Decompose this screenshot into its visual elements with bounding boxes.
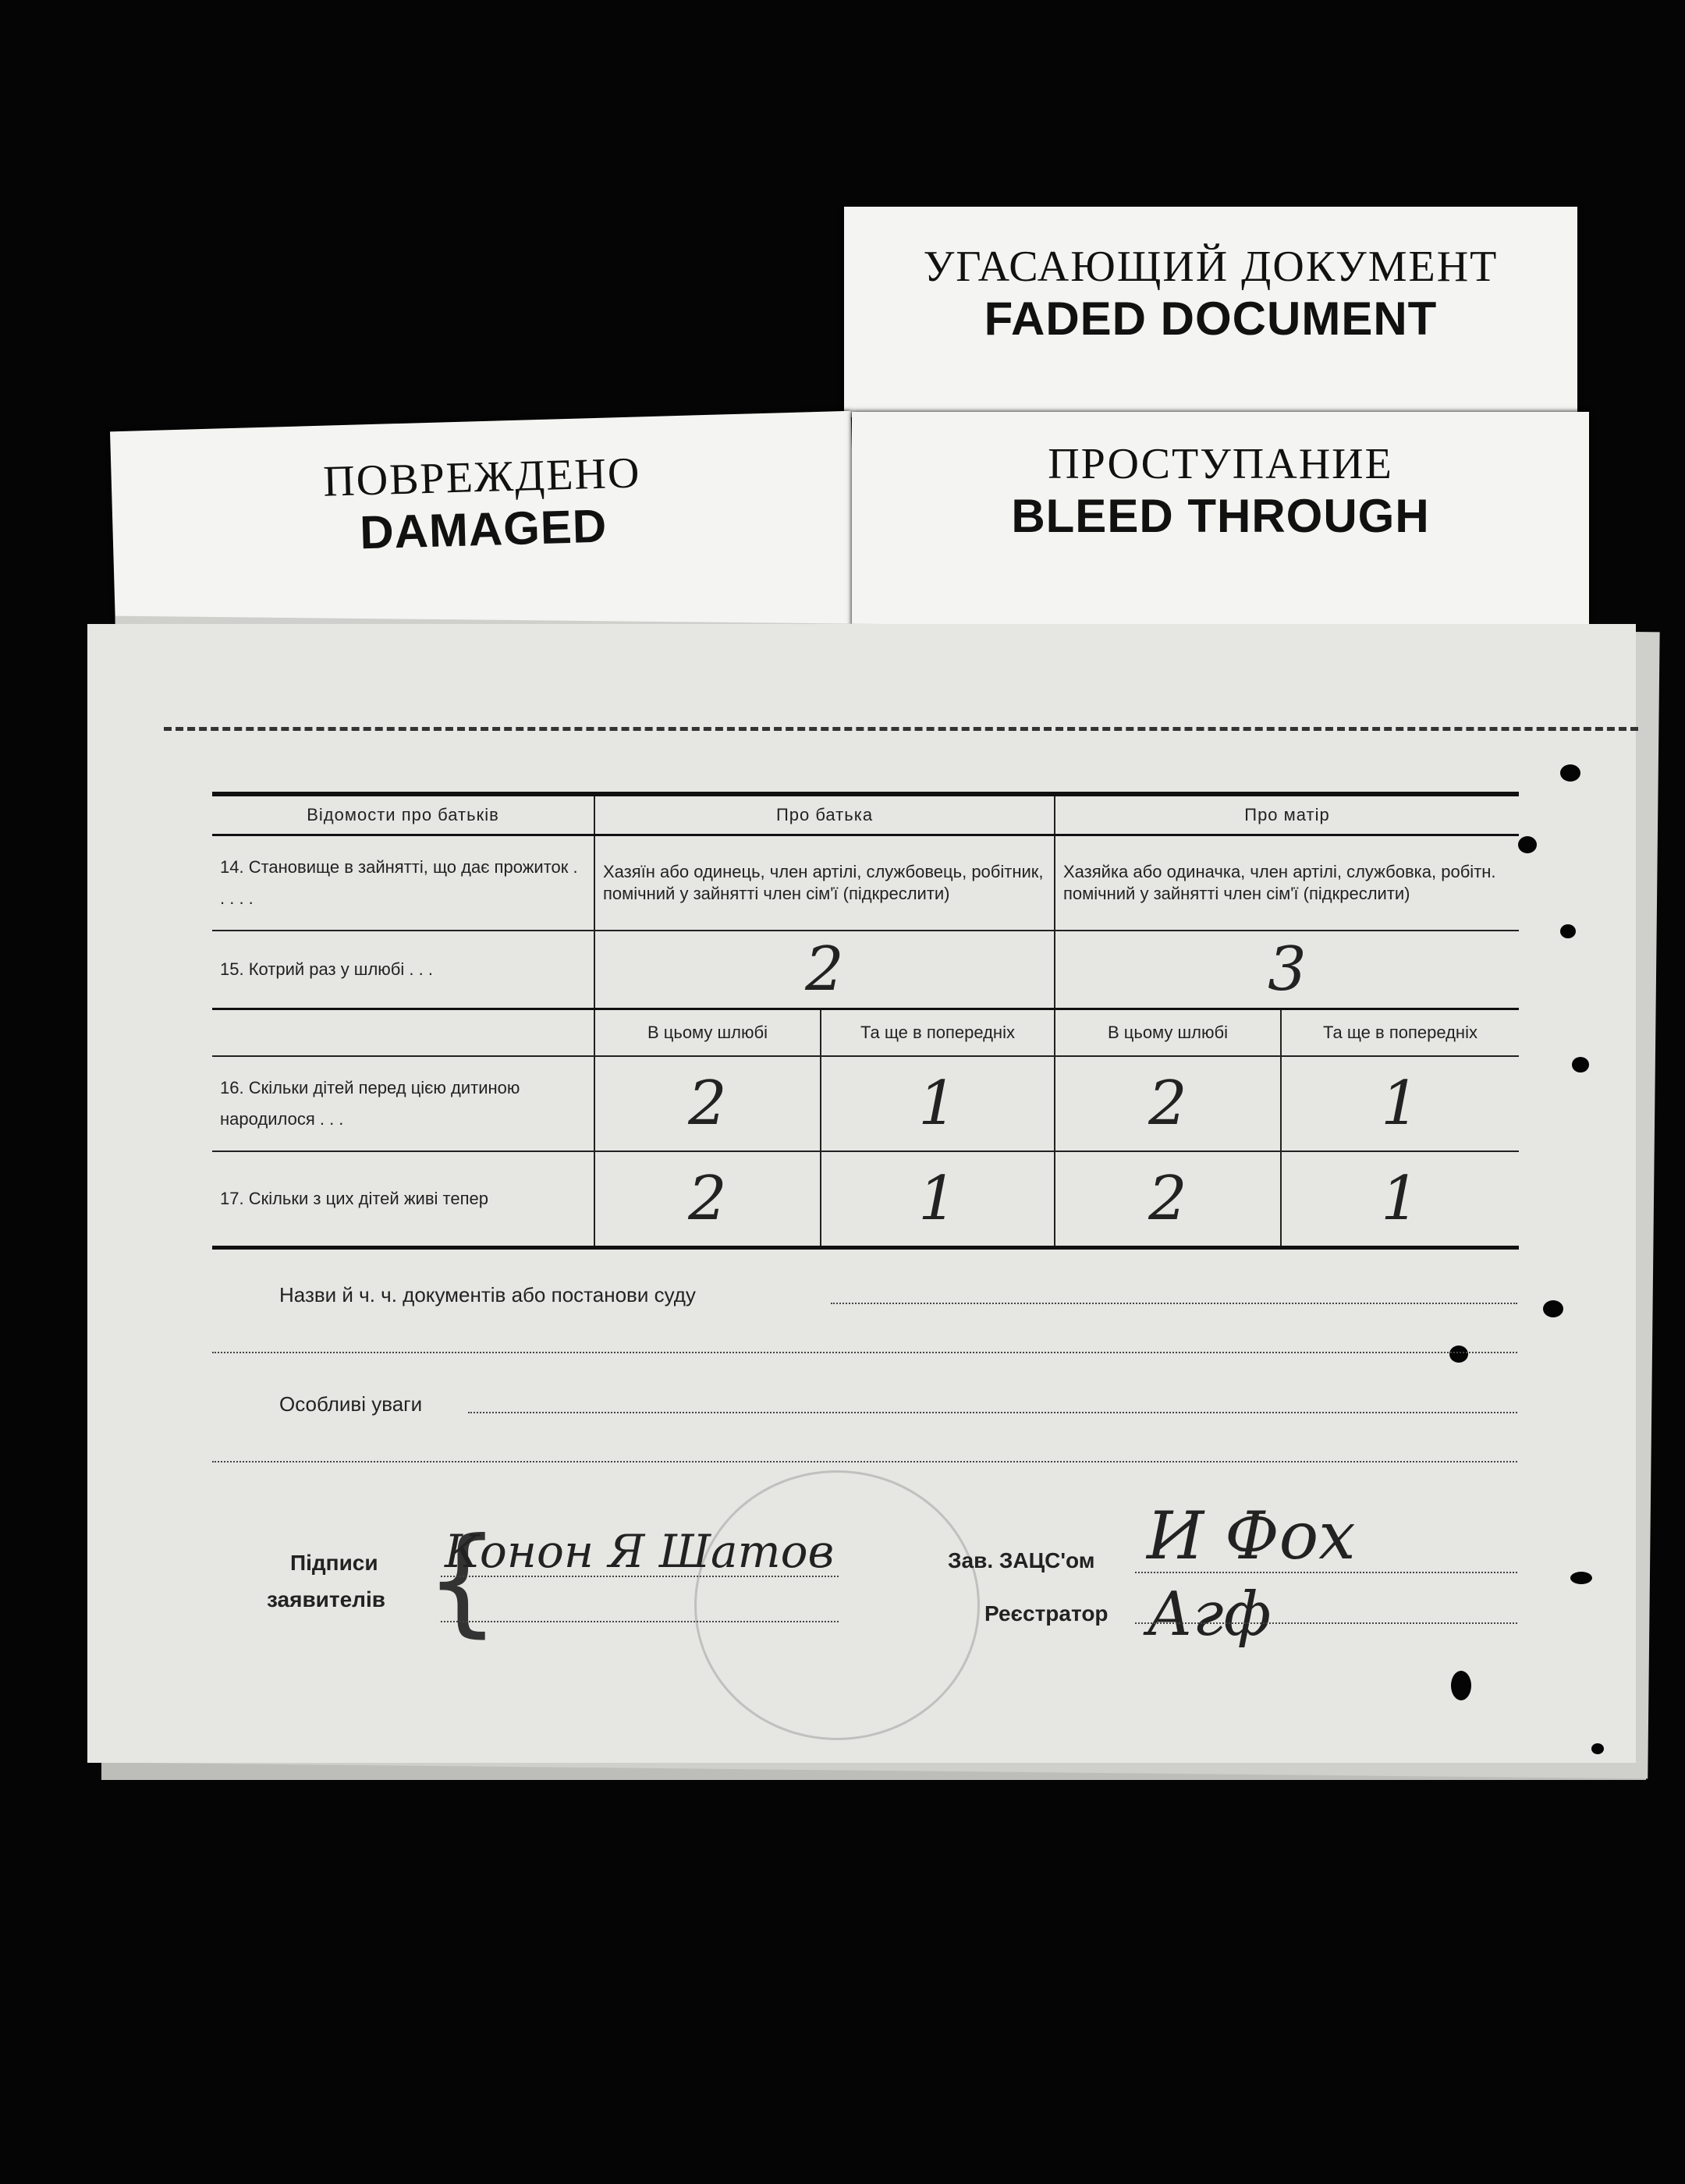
documents-label: Назви й ч. ч. документів або постанови суду xyxy=(279,1283,696,1306)
applicants-brace: { xyxy=(425,1513,500,1649)
row14-mother-options: Хазяйка або одиначка, член артілі, службовка, робітн. помічний у зайнятті член сім'ї (підкреслити) xyxy=(1055,835,1519,931)
table-row xyxy=(212,931,1519,1009)
row17-mother-this: 2 xyxy=(1055,1151,1281,1248)
faded-stamp xyxy=(694,1470,980,1740)
row16-father-this: 2 xyxy=(594,1056,821,1151)
registrar-signature: Агф xyxy=(1147,1580,1272,1650)
subheader-mother-prev: Та ще в попередніх xyxy=(1281,1009,1519,1057)
punch-hole xyxy=(1560,764,1580,782)
applicant-line-1 xyxy=(441,1576,839,1577)
head-line xyxy=(1135,1572,1517,1573)
header-parents-info: Відомости про батьків xyxy=(212,794,594,835)
subheader-blank xyxy=(212,1009,594,1057)
punch-hole xyxy=(1449,1346,1468,1363)
punch-hole xyxy=(1518,836,1537,853)
punch-hole xyxy=(1509,1798,1539,1812)
row16-father-prev: 1 xyxy=(821,1056,1055,1151)
row14-label: 14. Становище в зайнятті, що дає прожиток . . . . . xyxy=(212,835,594,931)
table-row xyxy=(212,1056,1519,1151)
punch-hole xyxy=(1543,1300,1563,1317)
row15-mother-value: 3 xyxy=(1055,931,1519,1009)
bleed-card-en: BLEED THROUGH xyxy=(1011,490,1430,542)
row17-father-this: 2 xyxy=(594,1151,821,1248)
applicant-signature: Конон Я Шатов xyxy=(445,1525,835,1578)
table-row xyxy=(212,1151,1519,1248)
applicant-line-2 xyxy=(441,1621,839,1622)
head-signature: И Фох xyxy=(1147,1498,1356,1574)
table-subheader-row xyxy=(212,1009,1519,1057)
punch-hole xyxy=(1560,924,1576,938)
documents-line xyxy=(831,1303,1517,1304)
parents-info-table xyxy=(212,792,1519,1250)
punch-hole xyxy=(1570,1572,1592,1584)
punch-hole xyxy=(1598,1854,1621,1867)
faded-card-en: FADED DOCUMENT xyxy=(984,292,1438,345)
punch-hole xyxy=(1572,1057,1589,1072)
registrar-label: Реєстратор xyxy=(984,1601,1109,1626)
bleed-card-ru: ПРОСТУПАНИЕ xyxy=(1048,440,1393,488)
row15-label: 15. Котрий раз у шлюбі . . . xyxy=(212,931,594,1009)
faded-document-card xyxy=(844,207,1577,417)
damaged-card-ru: ПОВРЕЖДЕНО xyxy=(322,448,642,506)
tear-line xyxy=(164,727,1638,731)
registrar-line xyxy=(1135,1622,1517,1624)
head-label: Зав. ЗАЦС'ом xyxy=(948,1548,1095,1572)
subheader-father-this: В цьому шлюбі xyxy=(594,1009,821,1057)
damaged-card-en: DAMAGED xyxy=(359,499,608,559)
row16-label: 16. Скільки дітей перед цією дитиною народилося . . . xyxy=(212,1056,594,1151)
applicants-label-1: Підписи xyxy=(290,1551,378,1575)
row16-mother-this: 2 xyxy=(1055,1056,1281,1151)
faded-card-ru: УГАСАЮЩИЙ ДОКУМЕНТ xyxy=(923,243,1499,291)
bleed-through-card xyxy=(852,412,1589,646)
header-mother: Про матір xyxy=(1055,794,1519,835)
table-row xyxy=(212,835,1519,931)
applicants-label-2: заявителів xyxy=(267,1587,385,1611)
row14-father-options: Хазяїн або одинець, член артілі, службовець, робітник, помічний у зайнятті член сім'ї (підкреслити) xyxy=(594,835,1055,931)
row17-mother-prev: 1 xyxy=(1281,1151,1519,1248)
remarks-line-2 xyxy=(212,1461,1517,1462)
row15-father-value: 2 xyxy=(594,931,1055,1009)
documents-line-2 xyxy=(212,1352,1517,1353)
header-father: Про батька xyxy=(594,794,1055,835)
remarks-line xyxy=(468,1412,1517,1413)
row17-father-prev: 1 xyxy=(821,1151,1055,1248)
punch-hole xyxy=(1451,1671,1471,1700)
row17-label: 17. Скільки з цих дітей живі тепер xyxy=(212,1151,594,1248)
remarks-label: Особливі уваги xyxy=(279,1392,423,1416)
table-header-row xyxy=(212,794,1519,835)
punch-hole xyxy=(1591,1743,1604,1754)
subheader-father-prev: Та ще в попередніх xyxy=(821,1009,1055,1057)
row16-mother-prev: 1 xyxy=(1281,1056,1519,1151)
subheader-mother-this: В цьому шлюбі xyxy=(1055,1009,1281,1057)
